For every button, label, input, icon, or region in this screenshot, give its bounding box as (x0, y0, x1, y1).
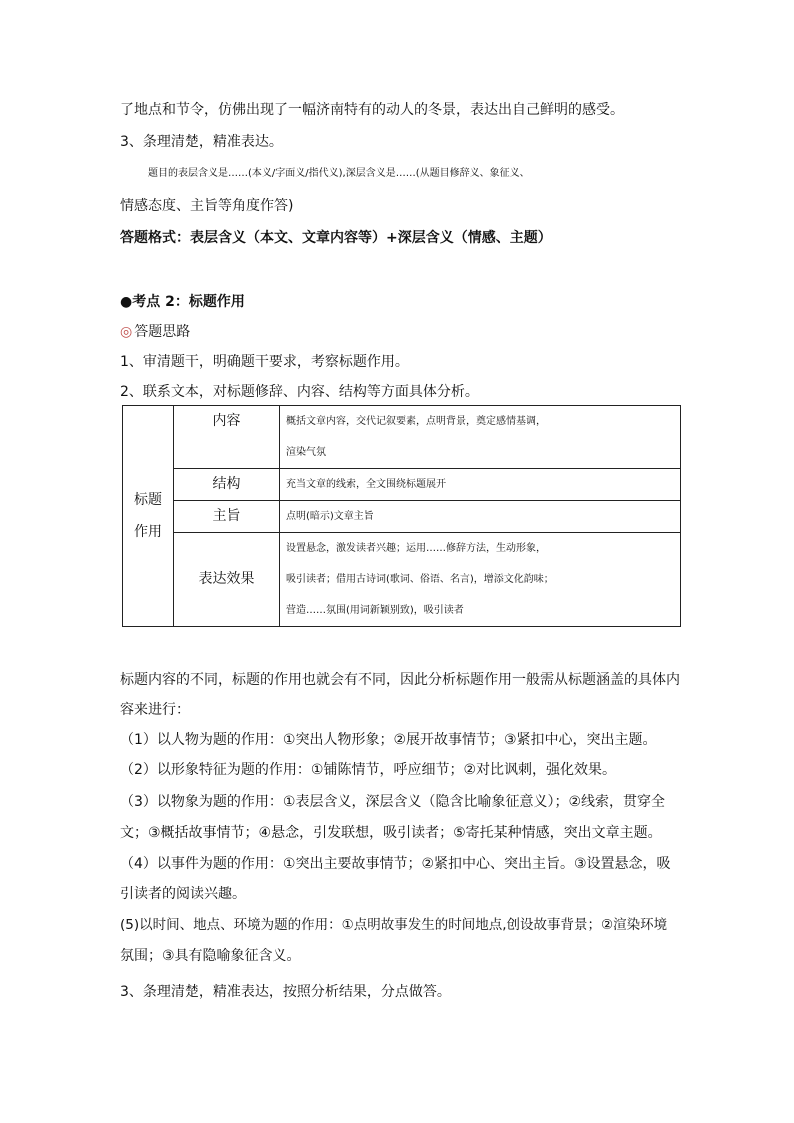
analysis-item-2: （2）以形象特征为题的作用：①铺陈情节，呼应细节；②对比讽刺，强化效果。 (120, 762, 617, 778)
section-heading: ●考点 2：标题作用 (120, 294, 245, 310)
intro-meaning-line-2: 情感态度、主旨等角度作答) (120, 198, 294, 214)
desc-line: 设置悬念，激发读者兴趣；运用……修辞方法，生动形象， (286, 543, 546, 554)
step-1: 1、审清题干，明确题干要求，考察标题作用。 (120, 354, 409, 370)
aspect-cell: 结构 (174, 469, 280, 501)
table-row (123, 469, 681, 501)
step-2: 2、联系文本，对标题修辞、内容、结构等方面具体分析。 (120, 384, 479, 400)
approach-heading (120, 322, 680, 342)
desc-cell (280, 501, 681, 533)
analysis-item-4-line-1: （4）以事件为题的作用：①突出主要故事情节；②紧扣中心、突出主旨。③设置悬念，吸 (120, 856, 671, 872)
desc-line: 营造……氛围(用词新颖别致)，吸引读者 (286, 605, 464, 616)
table-title-line-1: 标题 (134, 492, 162, 508)
desc-line: 充当文章的线索，全文围绕标题展开 (286, 479, 446, 490)
desc-line: 吸引读者；借用古诗词(歌词、俗语、名言)，增添文化韵味； (286, 574, 554, 585)
table-row (123, 533, 681, 627)
step-3: 3、条理清楚，精准表达，按照分析结果，分点做答。 (120, 984, 451, 1000)
intro-meaning-line-1: 题目的表层含义是……(本义/字面义/指代义),深层含义是……(从题目修辞义、象征义、 (148, 168, 530, 179)
table-title-cell (123, 406, 174, 627)
desc-line: 概括文章内容，交代记叙要素，点明背景，奠定感情基调， (286, 416, 546, 427)
desc-line: 渲染气氛 (286, 447, 326, 458)
analysis-item-1: （1）以人物为题的作用：①突出人物形象；②展开故事情节；③紧扣中心，突出主题。 (120, 732, 657, 748)
analysis-intro-line-2: 容来进行： (120, 702, 190, 718)
analysis-item-3-line-1: （3）以物象为题的作用：①表层含义，深层含义（隐含比喻象征意义）；②线索，贯穿全 (120, 794, 666, 810)
intro-line-1: 了地点和节令，仿佛出现了一幅济南特有的动人的冬景，表达出自己鲜明的感受。 (120, 102, 624, 118)
aspect-cell: 主旨 (174, 501, 280, 533)
answer-format: 答题格式：表层含义（本文、文章内容等）+深层含义（情感、主题） (120, 230, 552, 246)
table-row (123, 406, 681, 469)
circle-bullet-icon: ◎ (120, 324, 133, 340)
analysis-item-5-line-1: (5)以时间、地点、环境为题的作用：①点明故事发生的时间地点,创设故事背景；②渲染环境 (120, 917, 668, 933)
desc-cell (280, 406, 681, 469)
approach-label: 答题思路 (134, 324, 191, 340)
desc-line: 点明(暗示)文章主旨 (286, 511, 374, 522)
aspect-cell: 内容 (174, 406, 280, 469)
desc-cell (280, 533, 681, 627)
aspect-cell: 表达效果 (174, 533, 280, 627)
intro-step-3: 3、条理清楚，精准表达。 (120, 134, 283, 150)
analysis-item-4-line-2: 引读者的阅读兴趣。 (120, 886, 246, 902)
analysis-item-3-line-2: 文；③概括故事情节；④悬念，引发联想，吸引读者；⑤寄托某种情感，突出文章主题。 (120, 825, 662, 841)
table-row (123, 501, 681, 533)
table-title-line-2: 作用 (134, 524, 162, 540)
analysis-item-5-line-2: 氛围；③具有隐喻象征含义。 (120, 948, 301, 964)
analysis-intro-line-1: 标题内容的不同，标题的作用也就会有不同，因此分析标题作用一般需从标题涵盖的具体内 (120, 672, 680, 688)
desc-cell (280, 469, 681, 501)
title-function-table (122, 405, 681, 627)
